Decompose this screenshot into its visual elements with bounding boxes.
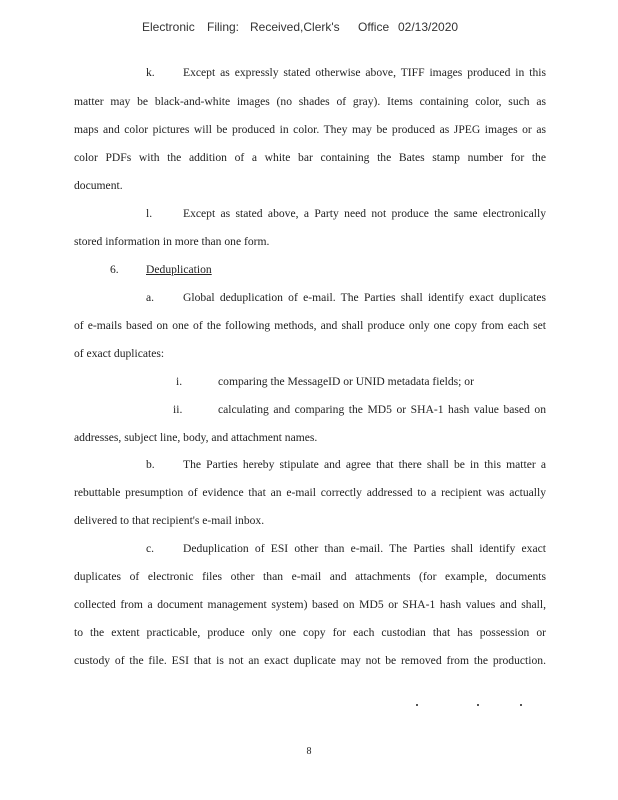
para-b-line-1: The Parties hereby stipulate and agree that there shall be in this matter a: [183, 458, 546, 471]
item-i-text: comparing the MessageID or UNID metadata fields; or: [218, 375, 474, 388]
para-a-line-1: Global deduplication of e-mail. The Parties shall identify exact duplicates: [183, 291, 546, 304]
item-ii-text: calculating and comparing the MD5 or SHA-1 hash value based on: [218, 403, 546, 416]
header-electronic: Electronic: [142, 20, 195, 34]
para-c-line-5: custody of the file. ESI that is not an exact duplicate may not be removed from the production.: [74, 654, 546, 667]
para-c-line-1: Deduplication of ESI other than e-mail. The Parties shall identify exact: [183, 542, 546, 555]
header-date: 02/13/2020: [398, 20, 459, 34]
section-6-number: 6.: [110, 263, 119, 276]
para-c-label: c.: [146, 542, 155, 555]
para-k-line-5: document.: [74, 179, 123, 192]
para-l-line-1: Except as stated above, a Party need not produce the same electronically: [183, 207, 546, 220]
filing-header: [0, 20, 618, 38]
para-k-line-1: Except as expressly stated otherwise above, TIFF images produced in this: [183, 66, 546, 79]
para-b-line-2: rebuttable presumption of evidence that an e-mail correctly addressed to a recipient was actually: [74, 486, 546, 499]
para-l-line-2: stored information in more than one form.: [74, 235, 270, 248]
para-b-line-3: delivered to that recipient's e-mail inbox.: [74, 514, 265, 527]
para-c-line-2: duplicates of electronic files other than e-mail and attachments (for example, documents: [74, 570, 546, 583]
para-k-line-2: matter may be black-and-white images (no shades of gray). Items containing color, such as: [74, 95, 546, 108]
para-a-line-3: of exact duplicates:: [74, 347, 165, 360]
para-l-label: l.: [146, 207, 153, 220]
header-filing: Filing:: [207, 20, 240, 34]
scan-speck: [520, 704, 522, 706]
para-b-label: b.: [146, 458, 155, 471]
header-office: Office: [358, 20, 390, 34]
item-ii-label: ii.: [173, 403, 183, 416]
para-k-line-3: maps and color pictures will be produced in color. They may be produced as JPEG images or as: [74, 123, 546, 136]
para-a-label: a.: [146, 291, 155, 304]
item-ii-cont: addresses, subject line, body, and attachment names.: [74, 431, 318, 444]
para-k-label: k.: [146, 66, 155, 79]
item-i-label: i.: [176, 375, 183, 388]
para-a-line-2: of e-mails based on one of the following methods, and shall produce only one copy from each set: [74, 319, 546, 332]
para-k-line-4: color PDFs with the addition of a white bar containing the Bates stamp number for the: [74, 151, 546, 164]
scan-speck: [416, 704, 418, 706]
header-received: Received,Clerk's: [250, 20, 340, 34]
page-number: 8: [306, 746, 312, 757]
section-6-title: Deduplication: [146, 263, 212, 276]
para-c-line-3: collected from a document management system) based on MD5 or SHA-1 hash values and shall,: [74, 598, 546, 611]
scan-speck: [477, 704, 479, 706]
para-c-line-4: to the extent practicable, produce only one copy for each custodian that has possession or: [74, 626, 546, 639]
